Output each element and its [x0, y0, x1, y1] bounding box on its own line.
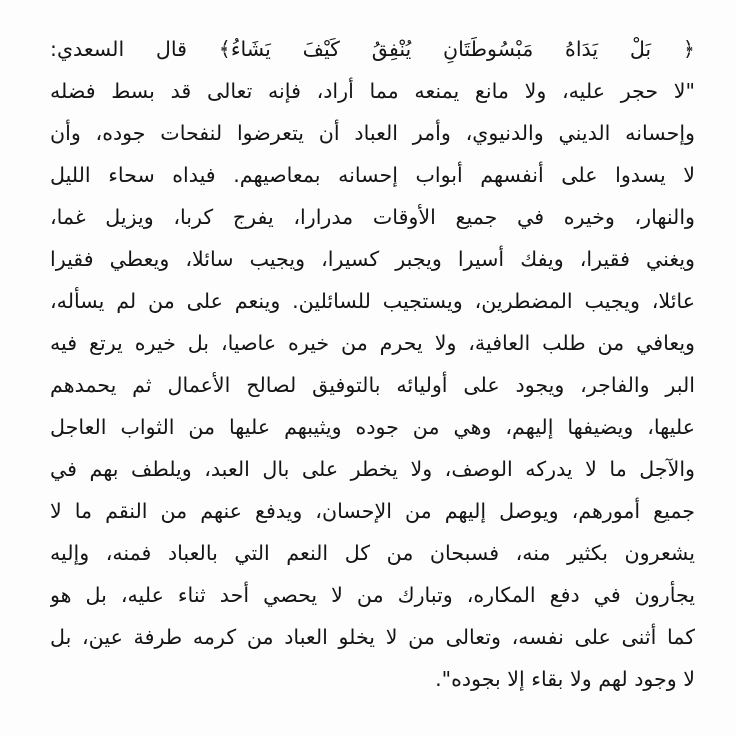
- passage-line: وإحسانه الديني والدنيوي، وأمر العباد أن يتعرضوا لنفحات جوده، وأن: [50, 121, 695, 145]
- passage-line: ويغني فقيرا، ويفك أسيرا ويجبر كسيرا، ويجيب سائلا، ويعطي فقيرا: [50, 247, 695, 271]
- passage-line-verse-heading: ﴿ بَلْ يَدَاهُ مَبْسُوطَتَانِ يُنْفِقُ كَيْفَ يَشَاءُ﴾ قال السعدي:: [50, 37, 695, 61]
- passage-line-final: لا وجود لهم ولا بقاء إلا بجوده".: [435, 667, 695, 691]
- passage-line: والآجل ما لا يدركه الوصف، ولا يخطر على بال العبد، ويلطف بهم في: [50, 457, 695, 481]
- passage-line: جميع أمورهم، ويوصل إليهم من الإحسان، ويدفع عنهم من النقم ما لا: [50, 499, 695, 523]
- passage-line: والنهار، وخيره في جميع الأوقات مدرارا، يفرج كربا، ويزيل غما،: [50, 205, 695, 229]
- passage-line: "لا حجر عليه، ولا مانع يمنعه مما أراد، فإنه تعالى قد بسط فضله: [50, 79, 695, 103]
- passage-line: عائلا، ويجيب المضطرين، ويستجيب للسائلين. وينعم على من لم يسأله،: [50, 289, 695, 313]
- passage-text: [50, 28, 695, 700]
- passage-line: لا يسدوا على أنفسهم أبواب إحسانه بمعاصيهم. فيداه سحاء الليل: [50, 163, 695, 187]
- passage-line: يشعرون بكثير منه، فسبحان من كل النعم التي بالعباد فمنه، وإليه: [50, 541, 695, 565]
- passage-line: البر والفاجر، ويجود على أوليائه بالتوفيق لصالح الأعمال ثم يحمدهم: [50, 373, 695, 397]
- passage-line: عليها، ويضيفها إليهم، وهي من جوده ويثيبهم عليها من الثواب العاجل: [50, 415, 695, 439]
- passage-line: يجأرون في دفع المكاره، وتبارك من لا يحصي أحد ثناء عليه، بل هو: [50, 583, 695, 607]
- passage-line: ويعافي من طلب العافية، ولا يحرم من خيره عاصيا، بل خيره يرتع فيه: [50, 331, 695, 355]
- passage-line: كما أثنى على نفسه، وتعالى من لا يخلو العباد من كرمه طرفة عين، بل: [50, 625, 695, 649]
